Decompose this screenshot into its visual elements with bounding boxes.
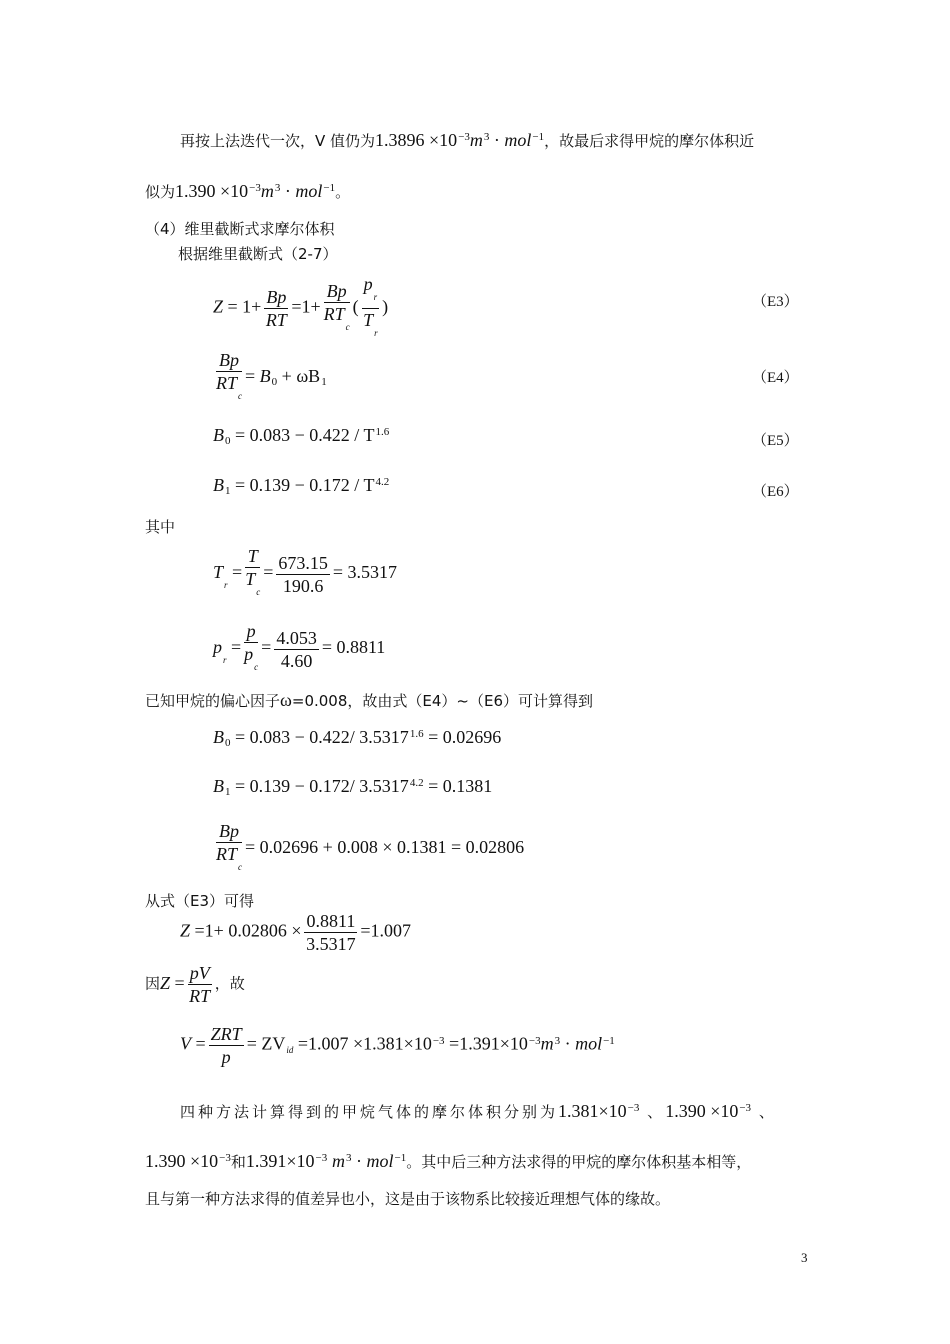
paragraph-iteration-line1: 再按上法迭代一次，V 值仍为$1.3896 \times 10^{-3}m^3 \cdot mol^{-1}$，故最后求得甲烷的摩尔体积近 <box>180 130 755 150</box>
from-e3-line: 从式（E3）可得 <box>145 892 255 910</box>
text-span: ，故最后求得甲烷的摩尔体积近 <box>544 132 755 150</box>
conclusion-line2: $1.390 \times 10^{-3}$和$1.391\times 10^{-3}$ $m^3 \cdot mol^{-1}$。其中后三种方法求得的甲烷的摩尔体积基本相等， <box>145 1151 752 1171</box>
equation-e6: $B_1 = 0.139 - 0.172 / T^{4.2}$ <box>213 475 390 497</box>
unit-mol: mol <box>504 130 532 150</box>
equation-b1-calc: $B_1 = 0.139 - 0.172/$ $3.5317^{4.2} = 0.1381$ <box>213 776 493 798</box>
omega-line: 已知甲烷的偏心因子ω=0.008，故由式（E4）~（E6）可计算得到 <box>145 690 593 710</box>
exponent: −3 <box>249 182 261 194</box>
fraction: $\frac{\text{ZRT}}{p}$ <box>210 1024 242 1067</box>
z-definition-line: 因Z = $\frac{pV}{RT}$ ，故 <box>145 963 245 1006</box>
unit-m: m <box>260 181 274 201</box>
exponent: −1 <box>323 182 336 194</box>
fraction: $\frac{pV}{RT}$ <box>189 963 211 1006</box>
exponent: −3 <box>458 131 470 143</box>
intro-line: 根据维里截断式（2-7） <box>178 245 338 263</box>
equation-number-e6: （E6） <box>752 484 799 500</box>
fraction: $\frac{0.8811}{3.5317}$ <box>306 911 356 954</box>
fraction: $\frac{4.053}{4.60}$ <box>276 627 317 671</box>
equation-e3: Z = 1+ $\frac{Bp}{RT}$ =1+ $\frac{Bp}{RT_c}$ ( $\frac{p_r}{T_r}$ ) <box>213 273 388 344</box>
conclusion-line3: 且与第一种方法求得的值差异也小，这是由于该物系比较接近理想气体的缘故。 <box>145 1190 671 1208</box>
qizhong-label: 其中 <box>145 518 176 536</box>
equation-z-calc: Z =1+ 0.02806 × $\frac{0.8811}{3.5317}$ =1.007 <box>180 911 411 954</box>
text-span: 再按上法迭代一次，V 值仍为 <box>180 132 376 150</box>
equation-b0-calc: $B_0 = 0.083 - 0.422/$ $3.5317^{1.6} = 0.02696$ <box>213 727 502 749</box>
paragraph-iteration-line2: 似为$1.390 \times 10^{-3}m^3 \cdot mol^{-1}$。 <box>145 181 351 201</box>
equation-v-calc: V = $\frac{\text{ZRT}}{p}$ = $ZV_{id} =1.007 \times 1.381\times 10^{-3} =1.391\times 10^{-3}m^3 \cdot mol^{-1}$ <box>180 1024 615 1067</box>
conclusion-line1: 四种方法计算得到的甲烷气体的摩尔体积分别为$1.381\times 10^{-3}$ 、$1.390 \times 10^{-3}$ 、 <box>180 1101 777 1121</box>
unit-m: m <box>469 130 483 150</box>
equation-bp-calc: $\frac{Bp}{RT_c}$ = 0.02696 + 0.008 × 0.1381 = 0.02806 <box>213 820 524 878</box>
fraction: $\frac{Bp}{RT}$ <box>265 287 287 330</box>
section-heading: （4）维里截断式求摩尔体积 <box>145 220 335 238</box>
unit-mol: mol <box>295 181 323 201</box>
value-span: 1.3896 ×10 <box>375 130 458 150</box>
text-span: 似为 <box>145 183 176 201</box>
fraction: $\frac{Bp}{RT_c}$ <box>216 350 243 401</box>
fraction: $\frac{673.15}{190.6}$ <box>278 552 328 596</box>
equation-number-e5: （E5） <box>752 433 799 449</box>
page-number: 3 <box>801 1250 808 1265</box>
equation-pr: $p_r$ = $\frac{p}{p_c}$ = $\frac{4.053}{4.60}$ = 0.8811 <box>213 620 385 678</box>
fraction: $\frac{Bp}{RT_c}$ <box>323 280 350 332</box>
equation-number-e4: （E4） <box>752 370 799 386</box>
value-span: 1.390 ×10 <box>175 181 249 201</box>
exponent: −1 <box>532 131 545 143</box>
equation-e5: $B_0 = 0.083 - 0.422 / T^{1.6}$ <box>213 425 390 447</box>
text-span: 。 <box>335 183 351 201</box>
fraction: $\frac{T}{T_c}$ <box>245 546 261 597</box>
equation-tr: $T_r$ = $\frac{T}{T_c}$ = $\frac{673.15}{190.6}$ = 3.5317 <box>213 545 397 603</box>
exponent: 3 <box>274 182 281 194</box>
fraction: $\frac{Bp}{RT_c}$ <box>216 821 243 872</box>
fraction: $\frac{p_r}{T_r}$ <box>363 274 378 338</box>
equation-e4: $\frac{Bp}{RT_c}$ = $B_0 + \omega B_1$ <box>213 349 327 407</box>
exponent: 3 <box>483 131 490 143</box>
fraction: $\frac{p}{p_c}$ <box>244 621 259 672</box>
equation-number-e3: （E3） <box>752 294 799 310</box>
